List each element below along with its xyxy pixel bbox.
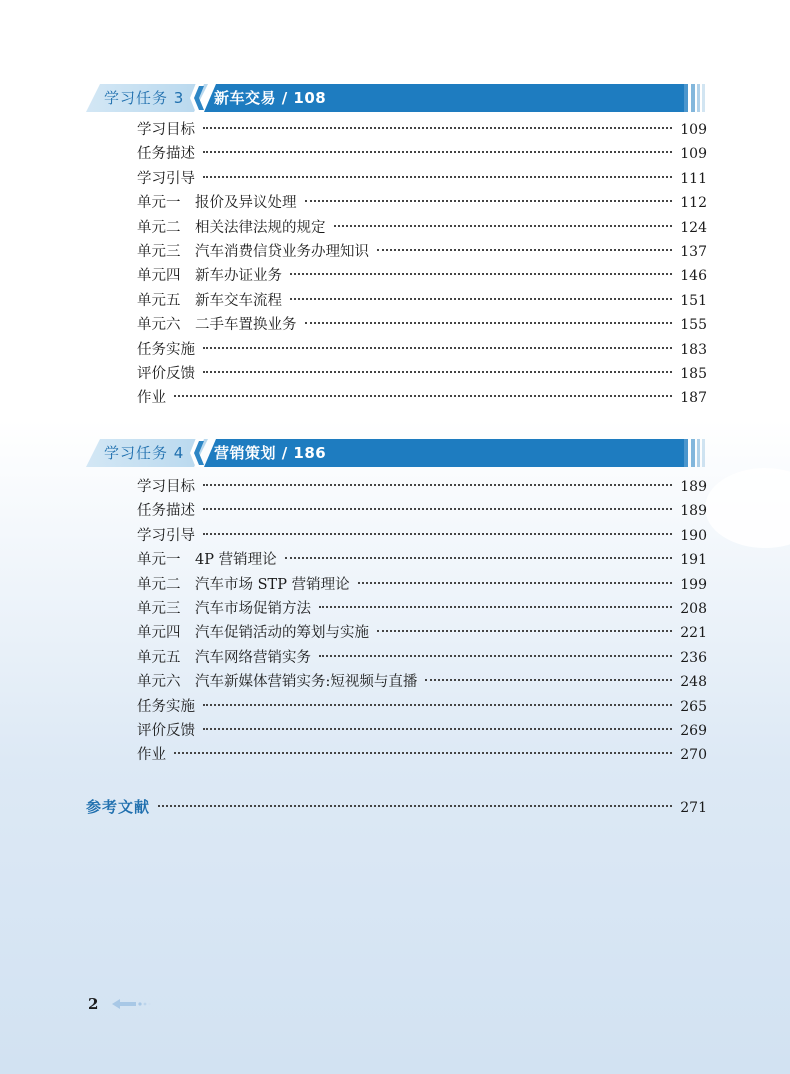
leader-dots — [319, 606, 672, 608]
leader-dots — [203, 728, 672, 730]
toc-entry[interactable] — [137, 289, 707, 313]
section-tag-label: 学习任务 4 — [104, 444, 185, 462]
section-tag-label: 学习任务 3 — [104, 89, 185, 107]
section-title: 营销策划 / 186 — [214, 444, 327, 462]
toc-entry-page: 183 — [680, 341, 707, 358]
leader-dots — [203, 704, 672, 706]
toc-entry-references[interactable] — [86, 796, 707, 817]
leader-dots — [377, 630, 672, 632]
toc-entry-label: 评价反馈 — [137, 365, 195, 382]
toc-entry-label: 作业 — [137, 747, 166, 764]
leader-dots — [319, 655, 672, 657]
toc-entry[interactable] — [137, 670, 707, 694]
toc-list-task-3 — [137, 118, 707, 411]
toc-entry-label: 任务实施 — [137, 341, 195, 358]
leader-dots — [203, 347, 672, 349]
toc-entry[interactable] — [137, 313, 707, 337]
toc-entry-page: 146 — [680, 268, 707, 285]
toc-entry-label: 任务描述 — [137, 146, 195, 163]
page-number: 2 — [88, 995, 99, 1013]
toc-entry-page: 191 — [680, 552, 707, 569]
toc-entry[interactable] — [137, 216, 707, 240]
leader-dots — [358, 582, 673, 584]
stripes-decoration — [684, 84, 706, 112]
leader-dots — [203, 127, 672, 129]
toc-entry[interactable] — [137, 338, 707, 362]
toc-entry[interactable] — [137, 118, 707, 142]
toc-entry[interactable] — [137, 264, 707, 288]
leader-dots — [203, 151, 672, 153]
section-header-task-4 — [86, 437, 706, 469]
leader-dots — [377, 249, 672, 251]
toc-entry-label: 单元三 汽车消费信贷业务办理知识 — [137, 243, 369, 260]
toc-entry-page: 109 — [680, 146, 707, 163]
toc-entry-label: 单元二 相关法律法规的规定 — [137, 219, 326, 236]
toc-entry-page: 124 — [680, 219, 707, 236]
toc-entry[interactable] — [137, 191, 707, 215]
leader-dots — [203, 484, 672, 486]
toc-entry-label: 学习目标 — [137, 479, 195, 495]
toc-entry-label: 单元一 4P 营销理论 — [137, 552, 277, 569]
toc-entry-label: 单元三 汽车市场促销方法 — [137, 600, 311, 617]
references-label: 参考文献 — [86, 798, 151, 816]
toc-entry[interactable] — [137, 548, 707, 572]
toc-entry-page: 190 — [680, 527, 707, 544]
toc-entry-page: 185 — [680, 365, 707, 382]
toc-entry[interactable] — [137, 475, 707, 499]
toc-entry-page: 155 — [680, 317, 707, 334]
stripes-decoration — [684, 439, 706, 467]
leader-dots — [203, 176, 672, 178]
toc-entry-label: 单元五 新车交车流程 — [137, 292, 282, 309]
references-page: 271 — [680, 800, 707, 816]
toc-entry-label: 单元二 汽车市场 STP 营销理论 — [137, 576, 350, 593]
toc-entry-page: 248 — [680, 674, 707, 691]
toc-entry-label: 任务实施 — [137, 698, 195, 715]
toc-entry-label: 学习引导 — [137, 527, 195, 544]
toc-entry[interactable] — [137, 743, 707, 767]
toc-entry-page: 111 — [680, 170, 707, 187]
toc-entry-page: 269 — [680, 722, 707, 739]
toc-entry[interactable] — [137, 167, 707, 191]
toc-entry[interactable] — [137, 573, 707, 597]
decorative-circle — [705, 468, 790, 548]
toc-entry-label: 评价反馈 — [137, 722, 195, 739]
toc-entry[interactable] — [137, 597, 707, 621]
toc-entry-page: 189 — [680, 479, 707, 495]
toc-entry-label: 单元四 汽车促销活动的筹划与实施 — [137, 625, 369, 642]
toc-entry-page: 236 — [680, 649, 707, 666]
section-header-task-3 — [86, 82, 706, 114]
toc-entry-page: 137 — [680, 243, 707, 260]
toc-entry-label: 学习引导 — [137, 170, 195, 187]
toc-entry-page: 221 — [680, 625, 707, 642]
leader-dots — [334, 225, 673, 227]
toc-entry[interactable] — [137, 386, 707, 410]
toc-entry-label: 作业 — [137, 390, 166, 407]
section-title: 新车交易 / 108 — [214, 89, 327, 107]
toc-entry[interactable] — [137, 646, 707, 670]
leader-dots — [425, 679, 672, 681]
toc-entry-label: 单元五 汽车网络营销实务 — [137, 649, 311, 666]
leader-dots — [203, 533, 672, 535]
toc-entry-page: 189 — [680, 503, 707, 520]
leader-dots — [158, 805, 672, 807]
leader-dots — [203, 371, 672, 373]
toc-entry[interactable] — [137, 499, 707, 523]
arrow-left-icon — [110, 997, 154, 1011]
toc-entry-label: 单元一 报价及异议处理 — [137, 195, 297, 212]
toc-entry[interactable] — [137, 695, 707, 719]
toc-entry-page: 187 — [680, 390, 707, 407]
toc-entry[interactable] — [137, 362, 707, 386]
leader-dots — [203, 508, 672, 510]
toc-entry[interactable] — [137, 719, 707, 743]
toc-entry-label: 单元六 二手车置换业务 — [137, 317, 297, 334]
leader-dots — [290, 273, 672, 275]
leader-dots — [305, 322, 673, 324]
toc-entry-page: 109 — [680, 122, 707, 138]
toc-entry-page: 112 — [680, 195, 707, 212]
leader-dots — [305, 200, 673, 202]
toc-entry-label: 学习目标 — [137, 122, 195, 138]
toc-entry[interactable] — [137, 142, 707, 166]
leader-dots — [285, 557, 673, 559]
toc-entry-page: 270 — [680, 747, 707, 764]
toc-entry-page: 151 — [680, 292, 707, 309]
toc-entry[interactable] — [137, 240, 707, 264]
leader-dots — [290, 298, 672, 300]
toc-entry-label: 单元四 新车办证业务 — [137, 268, 282, 285]
toc-entry-label: 任务描述 — [137, 503, 195, 520]
toc-list-task-4 — [137, 475, 707, 768]
toc-entry-page: 208 — [680, 600, 707, 617]
toc-entry-page: 265 — [680, 698, 707, 715]
leader-dots — [174, 752, 672, 754]
toc-entry[interactable] — [137, 621, 707, 645]
leader-dots — [174, 395, 672, 397]
toc-entry[interactable] — [137, 524, 707, 548]
toc-entry-label: 单元六 汽车新媒体营销实务:短视频与直播 — [137, 674, 418, 691]
toc-entry-page: 199 — [680, 576, 707, 593]
